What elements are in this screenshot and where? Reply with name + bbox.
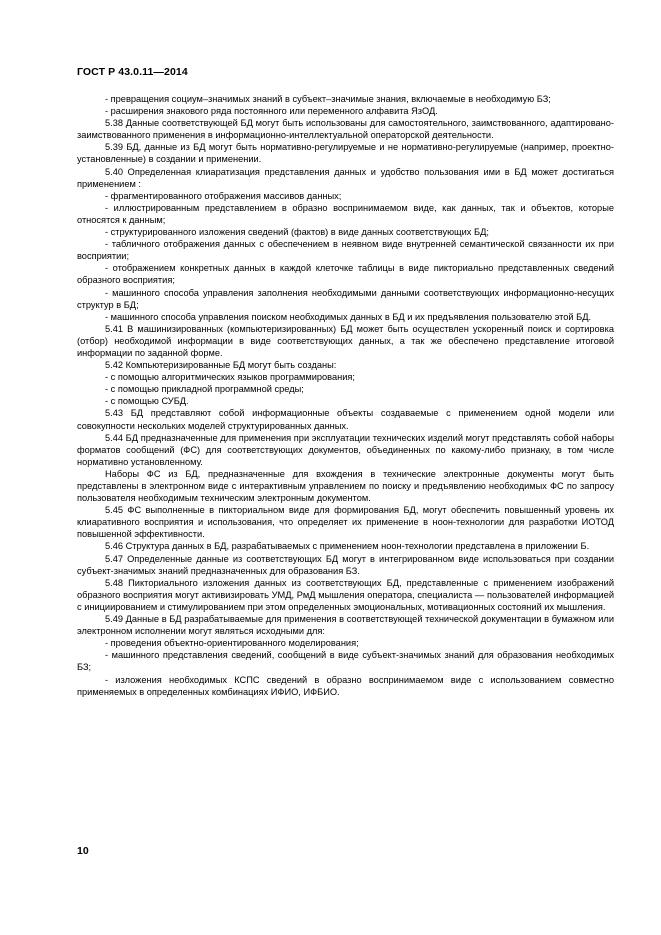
- paragraph: - расширения знакового ряда постоянного или переменного алфавита ЯзОД.: [105, 106, 438, 117]
- paragraph: 5.47 Определенные данные из соответствующих БД могут в интегрированном виде использоваться при создании субъект-значимых знаний предназначенных для образования БЗ.: [77, 553, 614, 576]
- document-header: ГОСТ Р 43.0.11—2014: [77, 66, 188, 78]
- paragraph: - изложения необходимых КСПС сведений в образно воспринимаемом виде с использованием совместно применяемых в определенных комбинациях ИФИО, ИФБИО.: [77, 674, 614, 697]
- paragraph: 5.44 БД предназначенные для применения при эксплуатации технических изделий могут представлять собой наборы форматов сообщений (ФС) для соответствующих документов, объединенных по какому-либо признаку, в том числе нормативно установленному.: [77, 432, 614, 467]
- paragraph: - проведения объектно-ориентированного моделирования;: [105, 638, 359, 649]
- paragraph: 5.43 БД представляют собой информационные объекты создаваемые с применением одной модели или совокупности нескольких моделей структурированных данных.: [77, 408, 614, 431]
- paragraph: - структурированного изложения сведений (фактов) в виде данных соответствующих БД;: [105, 227, 489, 238]
- paragraph: 5.39 БД, данные из БД могут быть нормативно-регулируемые и не нормативно-регулируемые (например, проектно-установленные) в создании и применении.: [77, 142, 614, 165]
- paragraph: - с помощью алгоритмических языков программирования;: [105, 372, 355, 383]
- paragraph: 5.38 Данные соответствующей БД могут быть использованы для самостоятельного, заимствованного, адаптировано-заимствованного применения в информационно-интеллектуальной операторской деятельности.: [77, 118, 614, 141]
- paragraph: 5.40 Определенная клиаратизация представления данных и удобство пользования ими в БД может достигаться применением :: [77, 166, 614, 189]
- paragraph: - с помощью прикладной программной среды;: [105, 384, 304, 395]
- paragraph: - иллюстрированным представлением в образно воспринимаемом виде, как данных, так и объектов, которые относятся к данным;: [77, 202, 614, 225]
- paragraph: - фрагментированного отображения массивов данных;: [105, 190, 342, 201]
- paragraph: - превращения социум–значимых знаний в субъект–значимые знания, включаемые в необходимую БЗ;: [105, 94, 551, 104]
- paragraph: 5.46 Структура данных в БД, разрабатываемых с применением ноон-технологии представлена в приложении Б.: [105, 541, 590, 552]
- paragraph: 5.49 Данные в БД разрабатываемые для применения в соответствующей технической документации в бумажном или электронном исполнении могут являться исходными для:: [77, 614, 614, 637]
- paragraph: - табличного отображения данных с обеспечением в неявном виде внутренней семантической связанности их при восприятии;: [77, 239, 614, 262]
- paragraph: - с помощью СУБД.: [105, 396, 189, 407]
- paragraph: Наборы ФС из БД, предназначенные для вхождения в технические электронные документы могут быть представлены в электронном виде с интерактивным управлением по поиску и предъявлению необходимых ФС по запросу пользователя необходимым техническим электронным документом.: [77, 468, 614, 504]
- paragraph: 5.41 В машинизированных (компьютеризированных) БД может быть осуществлен ускоренный поиск и сортировка (отбор) необходимой информации в виде соответствующих данных, а так же обеспечено представление итоговой информации по заданной форме.: [77, 323, 614, 358]
- paragraph: - машинного способа управления поиском необходимых данных в БД и их предъявления пользователю этой БД.: [105, 311, 592, 322]
- document-body: [77, 93, 614, 698]
- paragraph: 5.42 Компьютеризированные БД могут быть созданы:: [105, 360, 337, 371]
- paragraph: - отображением конкретных данных в каждой клеточке таблицы в виде пиктoриально представленных сведений образного восприятия;: [77, 263, 614, 286]
- paragraph: - машинного способа управления заполнения необходимыми данными соответствующих информационно-несущих структур в БД;: [77, 287, 614, 310]
- paragraph: 5.45 ФС выполненные в пиктoриальном виде для формирования БД, могут обеспечить повышенный уровень их клиаративного восприятия и использования, что определяет их применение в ноон-технологии для разработки ИОТОД повышенной эффективности.: [77, 505, 614, 540]
- paragraph: 5.48 Пиктoриального изложения данных из соответствующих БД, представленные с применением изображений образного восприятия могут активизировать УМД, РмД мышления оператора, специалиста — пользователей информацией с инициированием и стимулированием при этом определенных эмоциональных, мотивационных состояний их мышления.: [77, 577, 614, 612]
- page-number: 10: [77, 845, 89, 857]
- paragraph: - машинного представления сведений, сообщений в виде субъект-значимых знаний для образования необходимых БЗ;: [77, 650, 614, 673]
